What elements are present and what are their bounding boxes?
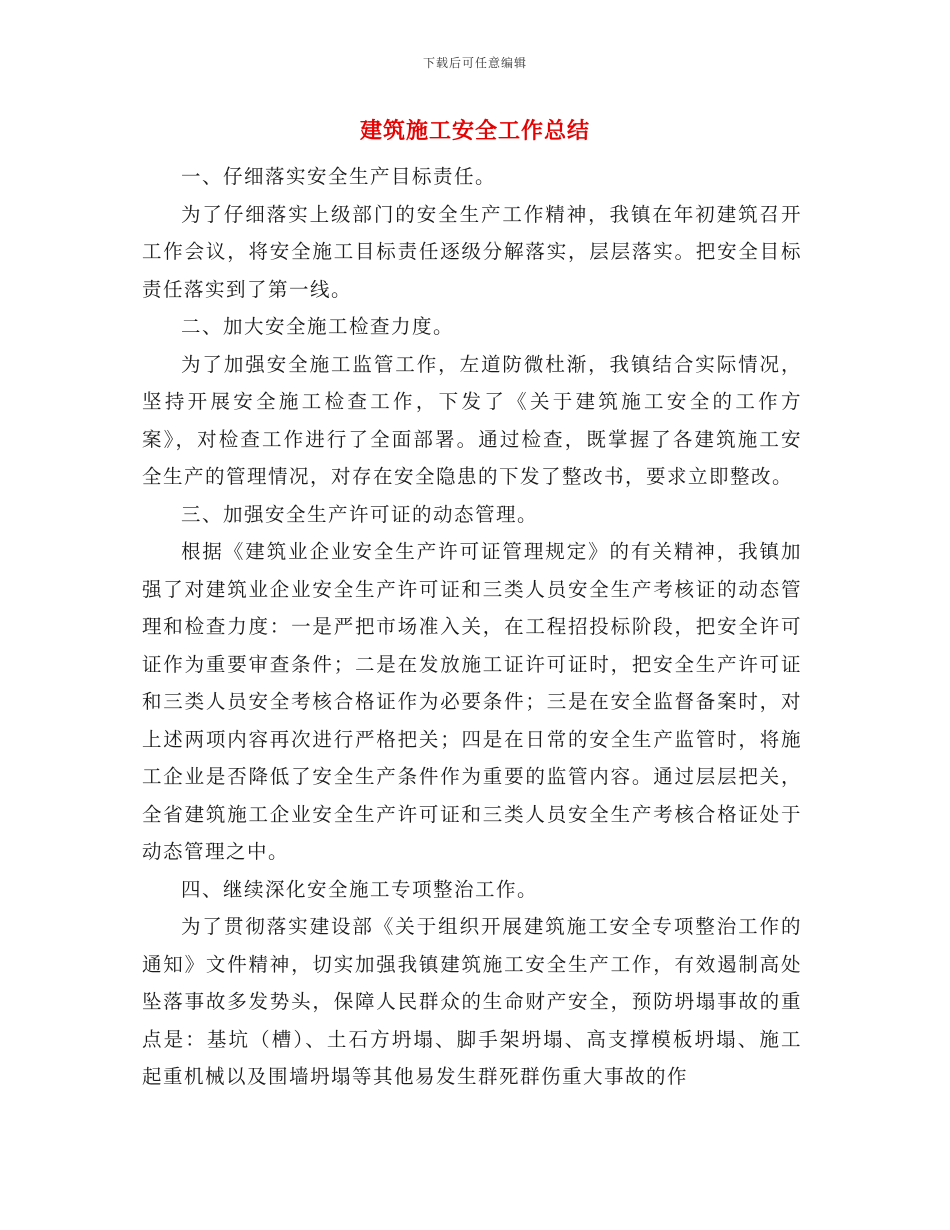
section-heading-4: 四、继续深化安全施工专项整治工作。 (181, 877, 539, 901)
section-heading-1: 一、仔细落实安全生产目标责任。 (181, 165, 497, 188)
paragraph-1: 为了仔细落实上级部门的安全生产工作精神，我镇在年初建筑召开工作会议，将安全施工目标责任逐级分解落实，层层落实。把安全目标责任落实到了第一线。 (142, 202, 802, 301)
paragraph-4: 为了贯彻落实建设部《关于组织开展建筑施工安全专项整治工作的通知》文件精神，切实加强我镇建筑施工安全生产工作，有效遏制高处坠落事故多发势头，保障人民群众的生命财产安全，预防坍塌事故的重点是：基坑（槽）、土石方坍塌、脚手架坍塌、高支撑模板坍塌、施工起重机械以及围墙坍塌等其他易发生群死群伤重大事故的作 (142, 915, 802, 1088)
section-heading-3: 三、加强安全生产许可证的动态管理。 (181, 502, 539, 526)
paragraph-2: 为了加强安全施工监管工作，左道防微杜渐，我镇结合实际情况，坚持开展安全施工检查工作，下发了《关于建筑施工安全的工作方案》，对检查工作进行了全面部署。通过检查，既掌握了各建筑施工安全生产的管理情况，对存在安全隐患的下发了整改书，要求立即整改。 (142, 352, 802, 488)
document-body (142, 158, 802, 1096)
document-title: 建筑施工安全工作总结 (359, 119, 590, 144)
header-note: 下载后可任意编辑 (422, 56, 527, 70)
paragraph-3: 根据《建筑业企业安全生产许可证管理规定》的有关精神，我镇加强了对建筑业企业安全生产许可证和三类人员安全生产考核证的动态管理和检查力度：一是严把市场准入关，在工程招投标阶段，把安全许可证作为重要审查条件；二是在发放施工证许可证时，把安全生产许可证和三类人员安全考核合格证作为必要条件；三是在安全监督备案时，对上述两项内容再次进行严格把关；四是在日常的安全生产监管时，将施工企业是否降低了安全生产条件作为重要的监管内容。通过层层把关，全省建筑施工企业安全生产许可证和三类人员安全生产考核合格证处于动态管理之中。 (142, 540, 802, 863)
section-heading-2: 二、加大安全施工检查力度。 (181, 315, 455, 338)
